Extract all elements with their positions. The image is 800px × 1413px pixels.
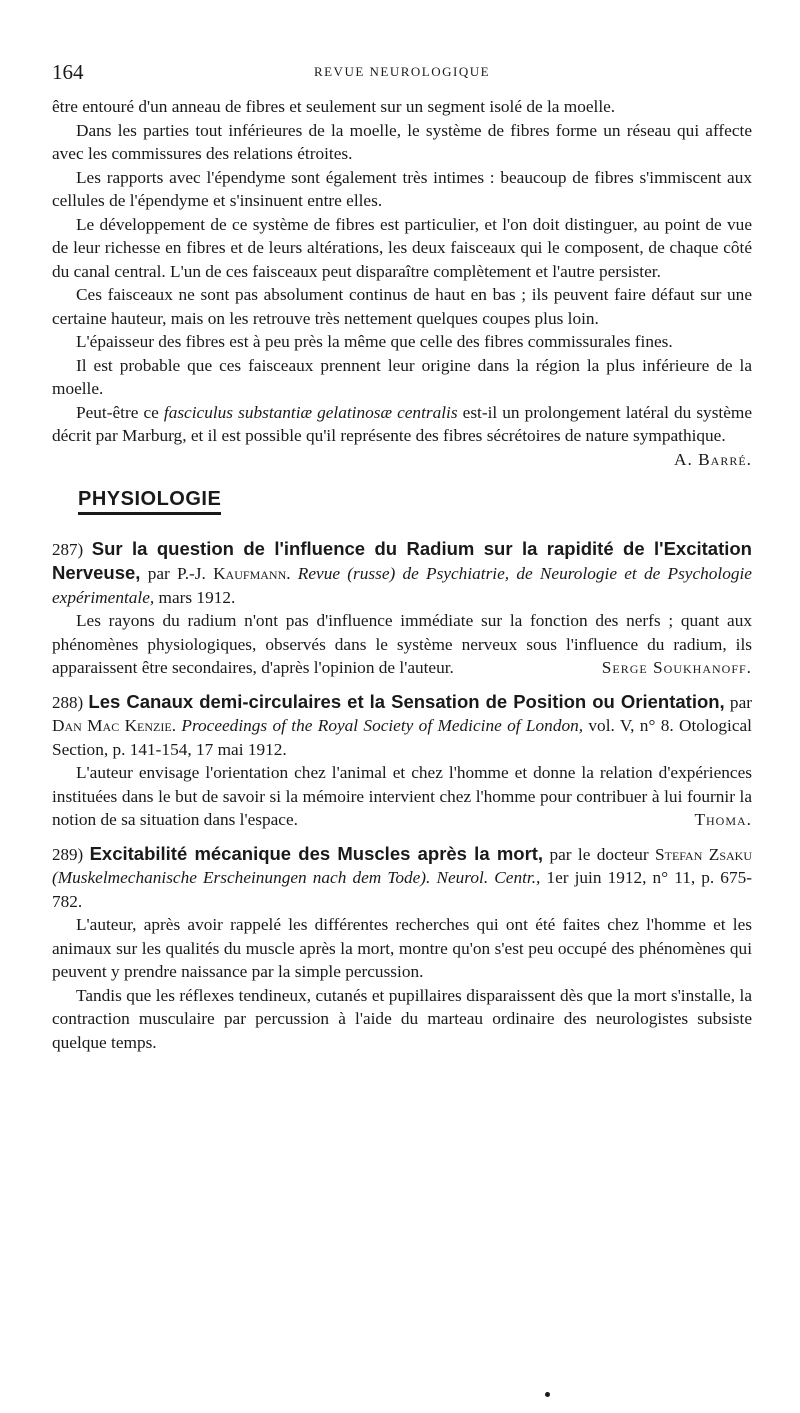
entry-details: 1er juin 1912, n° 11, p. 675-782. (52, 868, 752, 911)
entry-heading: 287) Sur la question de l'influence du Radium sur la rapidité de l'Excitation Nerveuse, par P.-J. Kaufmann. Revue (russe) de Psychiatrie, de Neurologie et de Psychologie expérimentale, mars 1912. (52, 537, 752, 607)
section-title: PHYSIOLOGIE (78, 488, 221, 515)
page-body (52, 95, 752, 1064)
latin-term: fasciculus substantiæ gelatinosæ centralis (163, 402, 458, 422)
entry-summary: L'auteur envisage l'orientation chez l'animal et chez l'homme et donne la relation d'expériences instituées dans le but de savoir si la mémoire intervient chez l'homme pour contribuer à lui fournir la notion de sa situation dans l'espace. Thoma. (52, 761, 752, 832)
entry-author: Stefan Zsaku (655, 844, 753, 864)
intro-paragraph: Ces faisceaux ne sont pas absolument continus de haut en bas ; ils peuvent faire défaut sur une certaine hauteur, mais on les retrouve très nettement quelques coupes plus loin. (52, 285, 752, 328)
intro-paragraph: Il est probable que ces faisceaux prennent leur origine dans la région la plus inférieure de la moelle. (52, 355, 752, 398)
intro-paragraph: Le développement de ce système de fibres est particulier, et l'on doit distinguer, au point de vue de leur richesse en fibres et de leurs altérations, les deux faisceaux qui le composent, de chaque côté du canal central. L'un de ces faisceaux peut disparaître complètement et l'autre persister. (52, 214, 752, 281)
entry-author: P.-J. Kaufmann. (177, 564, 291, 583)
intro-paragraph: Dans les parties tout inférieures de la moelle, le système de fibres forme un réseau qui affecte avec les commissures des relations étroites. (52, 120, 752, 163)
signature: A. Barré. (674, 449, 752, 469)
page-number: 164 (52, 60, 84, 84)
entry-source: (Muskelmechanische Erscheinungen nach dem Tode). Neurol. Centr., (52, 868, 541, 887)
section-heading (52, 488, 752, 515)
entry-title: Sur la question de l'influence du Radium sur la rapidité de l'Excitation Nerveuse, (52, 537, 752, 583)
page-header (52, 60, 752, 84)
entry-details: mars 1912. (154, 587, 236, 607)
entry-heading: 289) Excitabilité mécanique des Muscles après la mort, par le docteur Stefan Zsaku (Muskelmechanische Erscheinungen nach dem Tode). Neurol. Centr., 1er juin 1912, n° 11, p. 675-782. (52, 842, 753, 911)
entry-source: Revue (russe) de Psychiatrie, de Neurologie et de Psychologie expérimentale, (52, 564, 752, 607)
entry-number: 288) (52, 692, 84, 712)
entry-title: Excitabilité mécanique des Muscles après la mort, (89, 842, 544, 864)
entry-summary-continued: Tandis que les réflexes tendineux, cutanés et pupillaires disparaissent dès que la mort s'installe, la contraction musculaire par percussion à l'aide du marteau ordinaire des neurologistes subsiste quelque temps. (52, 985, 752, 1052)
entry-heading: 288) Les Canaux demi-circulaires et la Sensation de Position ou Orientation, par Dan Mac Kenzie. Proceedings of the Royal Society of Medicine of London, vol. V, n° 8. Otological Section, p. 141-154, 17 mai 1912. (52, 690, 752, 759)
print-mark (545, 1392, 550, 1397)
entry-author: Dan Mac Kenzie. (52, 716, 177, 735)
entry-number: 287) (52, 539, 84, 559)
abstract-entry (52, 537, 752, 680)
intro-paragraph: Les rapports avec l'épendyme sont également très intimes : beaucoup de fibres s'immiscent aux cellules de l'épendyme et s'insinuent entre elles. (52, 167, 752, 210)
intro-last-paragraph: Peut-être ce fasciculus substantiæ gelatinosæ centralis est-il un prolongement latéral du système décrit par Marburg, et il est possible qu'il représente des fibres sécrétoires de nature sympathique. A. Barré. (52, 401, 752, 448)
running-title: REVUE NEUROLOGIQUE (313, 64, 491, 79)
entry-number: 289) (52, 844, 84, 864)
intro-paragraph: être entouré d'un anneau de fibres et seulement sur un segment isolé de la moelle. (52, 97, 616, 116)
intro-paragraph: L'épaisseur des fibres est à peu près la même que celle des fibres commissurales fines. (76, 332, 673, 351)
entry-source: Proceedings of the Royal Society of Medicine of London, (176, 716, 584, 735)
signature: Thoma. (694, 810, 752, 829)
abstract-entry (52, 842, 752, 1055)
signature: Serge Soukhanoff. (601, 658, 752, 677)
entry-summary: L'auteur, après avoir rappelé les différentes recherches qui ont été faites chez l'homme et les animaux sur les qualités du muscle après la mort, montre qu'on s'est peu occupé des phénomènes qui peuvent y prendre naissance par la simple percussion. (52, 915, 752, 981)
entry-summary: Les rayons du radium n'ont pas d'influence immédiate sur la fonction des nerfs ; quant aux phénomènes physiologiques, observés dans le système nerveux sous l'influence du radium, ils apparaissent être secondaires, d'après l'opinion de l'auteur. Serge Soukhanoff. (52, 609, 752, 680)
entry-details: vol. V, n° 8. Otological Section, p. 141-154, 17 mai 1912. (52, 716, 752, 759)
entry-title: Les Canaux demi-circulaires et la Sensation de Position ou Orientation, (88, 690, 725, 712)
abstract-entry (52, 690, 752, 832)
